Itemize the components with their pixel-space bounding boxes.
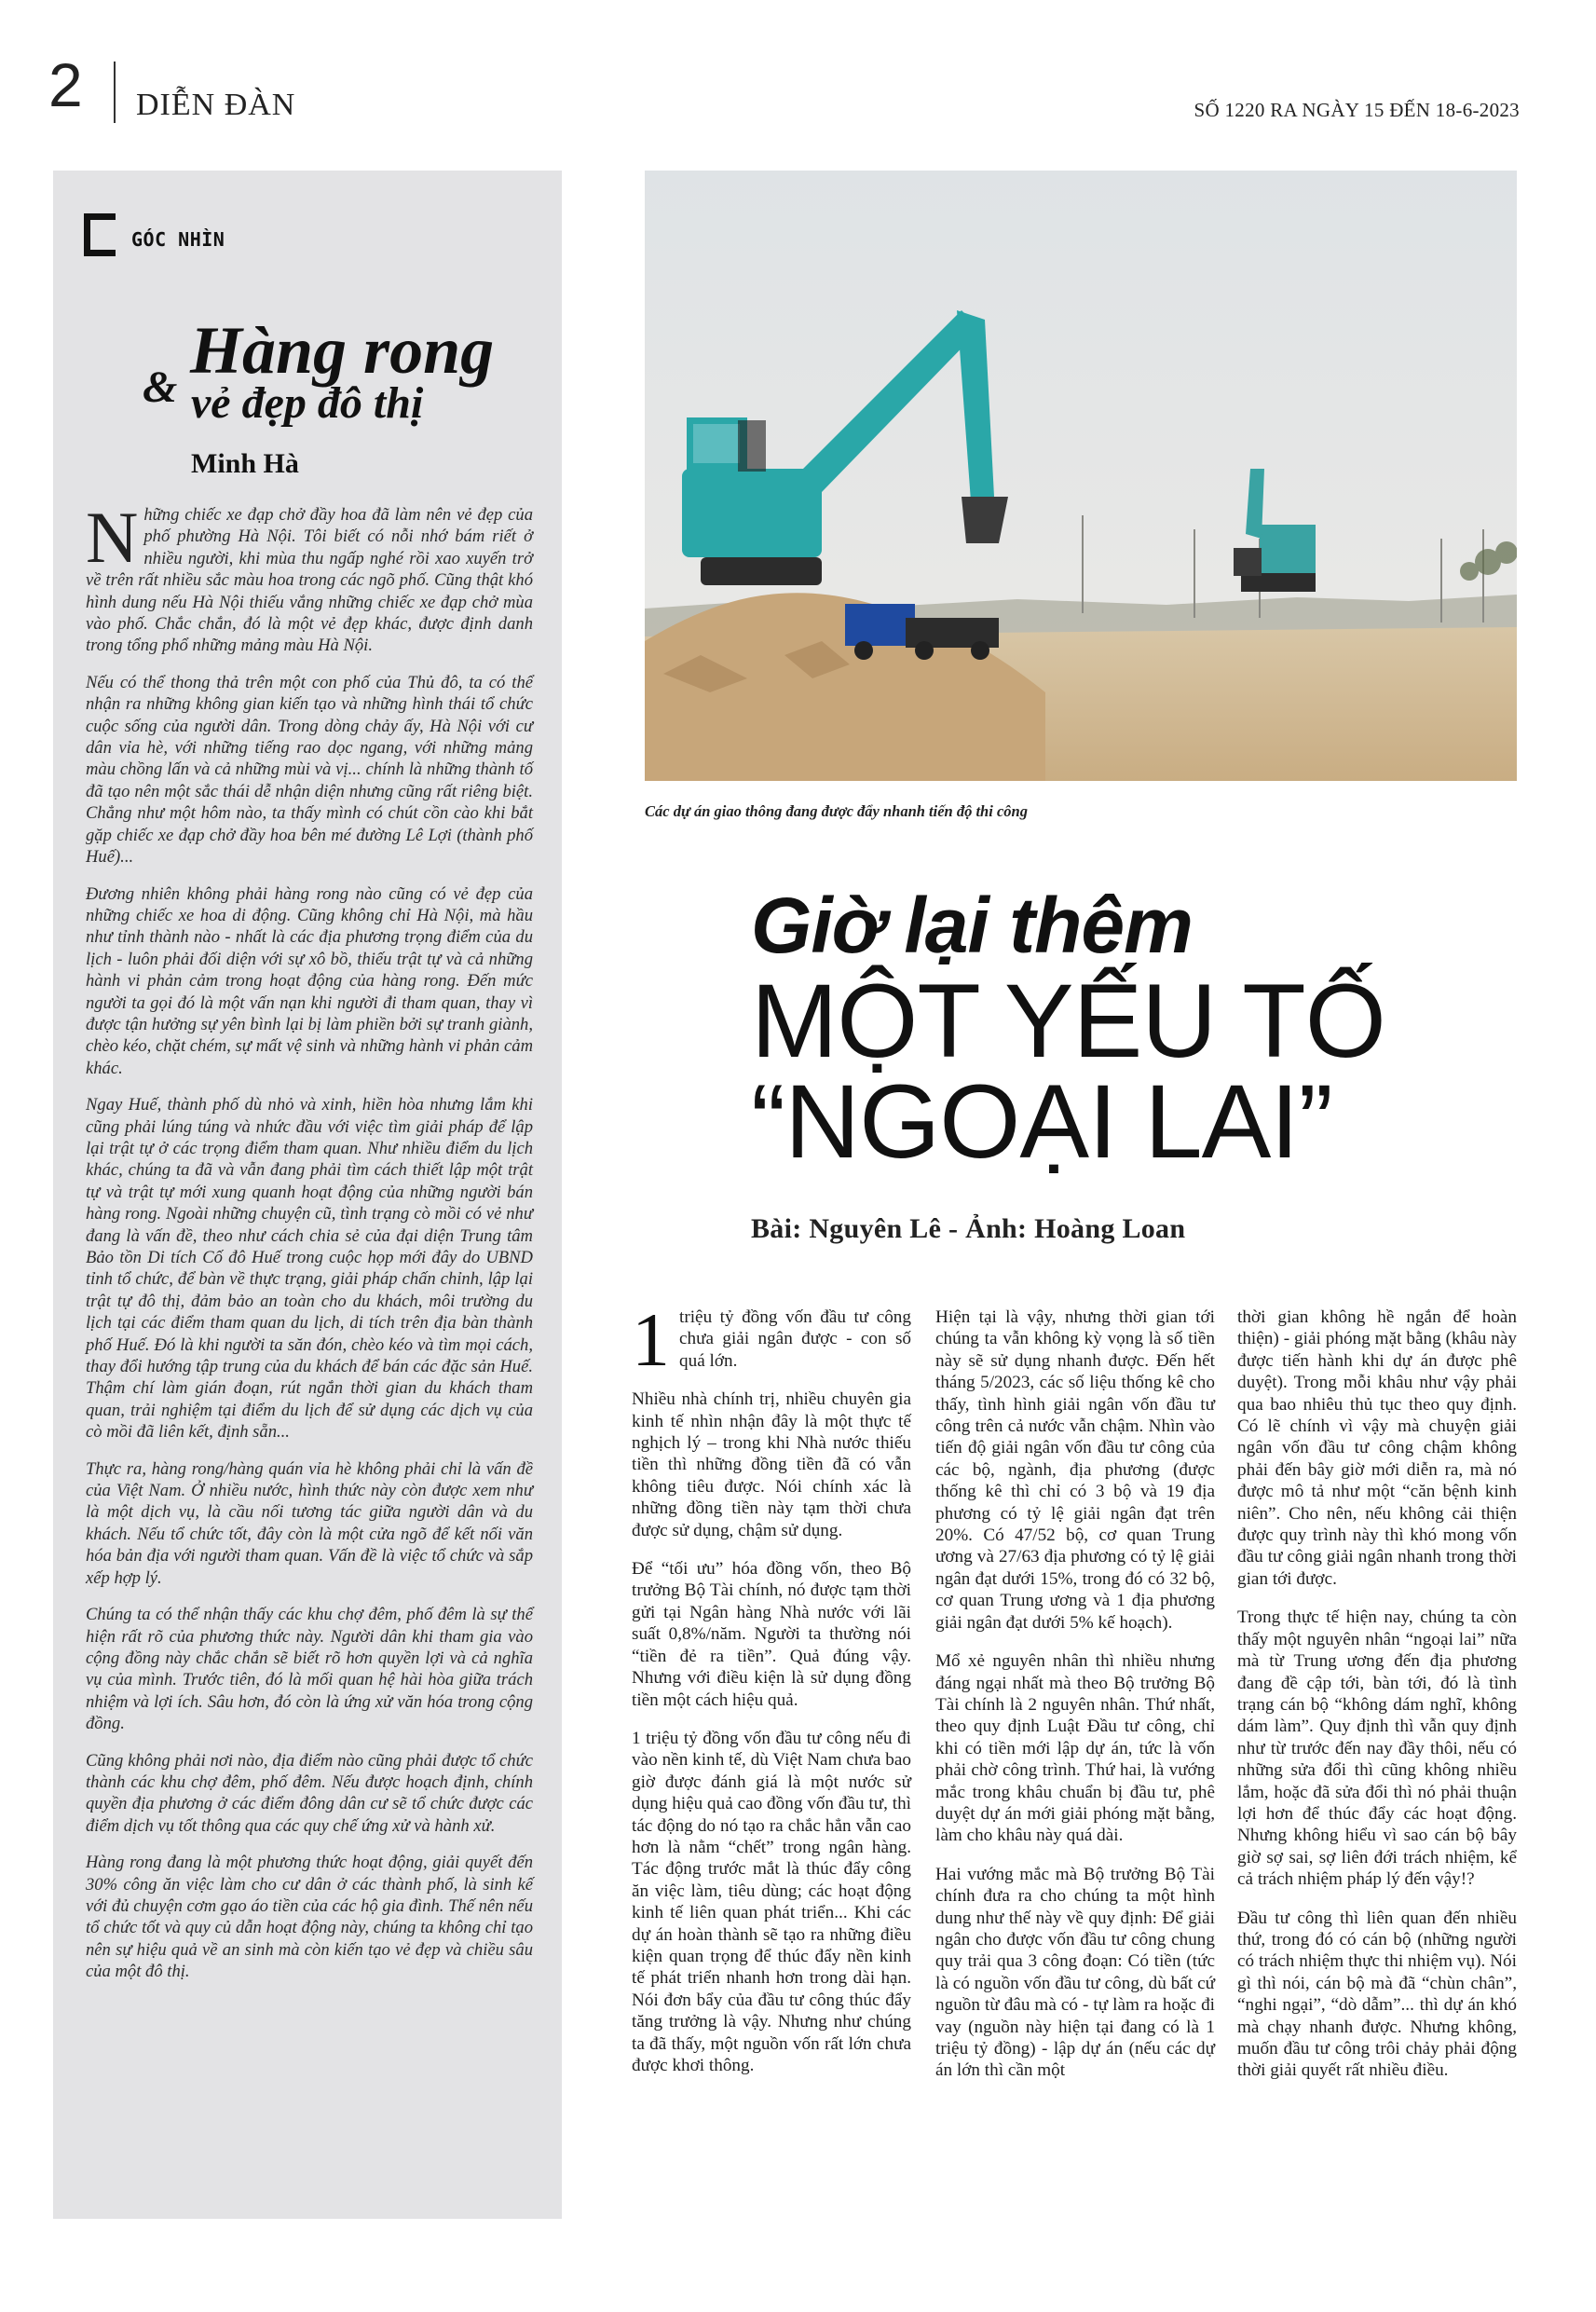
article-paragraph: Hai vướng mắc mà Bộ trưởng Bộ Tài chính đưa ra cho chúng ta một hình dung như thế này về quy định: Để giải ngân cho được vốn đầu tư công chung quy trải qua 3 công đoạn: Có tiền (tức là có nguồn vốn đầu tư công, dù bất cứ nguồn từ đâu mà có - tự làm ra hoặc đi vay (nguồn này hiện tại đang có là 1 triệu tỷ đồng) - lập dự án (nếu các dự án lớn thì cần một (935, 1864, 1215, 2081)
sidebar-title-line2: vẻ đẹp đô thị (191, 378, 424, 428)
sidebar-column (53, 171, 562, 2219)
photo-caption: Các dự án giao thông đang được đẩy nhanh tiến độ thi công (645, 802, 1028, 820)
article-column-3 (1237, 1306, 1517, 2099)
headline-line1: Giờ lại thêm (751, 882, 1193, 969)
sidebar-paragraph: Nếu có thể thong thả trên một con phố của Thủ đô, ta có thể nhận ra những không gian kiến tạo và những hình thái tổ chức cuộc sống của người dân. Trong dòng chảy ấy, Hà Nội với cư dân vỉa hè, với những tiếng rao dọc ngang, với những mảng màu chồng lấn và cả những mùi và vị... chính là những thành tố đã tạo nên một sắc thái dễ nhận diện nhưng cũng rất riêng biệt. Chẳng như một hôm nào, ta thấy mình có chút cồn cào khi bắt gặp chiếc xe đạp chở đầy hoa bên mé đường Lê Lợi (thành phố Huế)... (86, 672, 533, 868)
sidebar-tag: GÓC NHÌN (131, 228, 225, 251)
sidebar-paragraph: Đương nhiên không phải hàng rong nào cũng có vẻ đẹp của những chiếc xe hoa di động. Cũng không chỉ Hà Nội, mà hầu như tỉnh thành nào - nhất là các địa phương trọng điểm của du lịch - luôn phải đối diện với sự xô bồ, thiếu trật tự và cả những hành vi phản cảm trong hoạt động của hàng rong. Đến mức người ta gọi đó là một vấn nạn khi người đi tham quan, thay vì được tận hưởng sự yên bình lại bị làm phiền bởi sự tranh giành, chèo kéo, chặt chém, sự mất vệ sinh và những hành vi phản cảm khác. (86, 883, 533, 1078)
article-paragraph: 1 triệu tỷ đồng vốn đầu tư công nếu đi vào nền kinh tế, dù Việt Nam chưa bao giờ được đánh giá là một nước sử dụng hiệu quả cao đồng vốn đầu tư, thì tác động do nó tạo ra chắc hẳn vẫn cao hơn là nằm “chết” trong ngân hàng. Tác động trước mắt là thúc đẩy công ăn việc làm, tiêu dùng; các hoạt động kinh tế liên quan phát triển... Khi các dự án hoàn thành sẽ tạo ra những điều kiện quan trọng để thúc đẩy nền kinh tế phát triển nhanh hơn trong dài hạn. Nói đơn bẩy của đầu tư công thúc đẩy tăng trưởng là vậy. Nhưng như chúng ta đã thấy, một nguồn vốn rất lớn chưa được khơi thông. (632, 1728, 911, 2075)
sidebar-title-line1: Hàng rong (190, 313, 495, 388)
article-paragraph: Trong thực tế hiện nay, chúng ta còn thấy một nguyên nhân “ngoại lai” nữa mà từ Trung ương đến địa phương đang đề cập tới, bàn tới, đó là tình trạng cán bộ “không dám nghĩ, không dám làm”. Quy định thì vẫn quy định như từ trước đến nay đầy thôi, nếu có những sửa đổi thì cũng không nhiều lắm, hoặc đã sửa đổi thì nó phải thuận lợi hơn để thúc đẩy các hoạt động. Nhưng không hiểu vì sao cán bộ bây giờ sợ sai, sợ liên đới trách nhiệm, kể cả trách nhiệm pháp lý đến vậy!? (1237, 1607, 1517, 1890)
article-paragraph: Hiện tại là vậy, nhưng thời gian tới chúng ta vẫn không kỳ vọng là số tiền này sẽ sử dụng nhanh được. Đến hết tháng 5/2023, các số liệu thống kê cho thấy, tình hình giải ngân vốn đầu tư công trên cả nước vẫn chậm. Nhìn vào tiến độ giải ngân vốn đầu tư công của các bộ, ngành, địa phương (được thống kê thì chỉ có 3 bộ và 19 địa phương có tỷ lệ giải ngân đạt trên 20%. Có 47/52 bộ, cơ quan Trung ương và 27/63 địa phương có tỷ lệ giải ngân đạt dưới 15%, trong đó có 32 bộ, cơ quan Trung ương và 1 địa phương giải ngân đạt dưới 5% kế hoạch). (935, 1307, 1215, 1633)
section-title: DIỄN ĐÀN (136, 88, 296, 122)
article-byline: Bài: Nguyên Lê - Ảnh: Hoàng Loan (751, 1213, 1186, 1244)
article-paragraph: triệu tỷ đồng vốn đầu tư công chưa giải ngân được - con số quá lớn. (679, 1307, 911, 1371)
article-paragraph: Đầu tư công thì liên quan đến nhiều thứ, trong đó có cán bộ (những người có trách nhiệm thực thi nhiệm vụ). Nói gì thì nói, cán bộ mà đã “chùn chân”, “nghi ngại”, “dò dẫm”... thì dự án khó mà chạy nhanh được. Nhưng không, muốn đầu tư công trôi chảy phải động thời giải quyết rất nhiều điều. (1237, 1908, 1517, 2081)
sidebar-paragraph: Cũng không phải nơi nào, địa điểm nào cũng phải được tổ chức thành các khu chợ đêm, phố đêm. Nếu được hoạch định, chính quyền địa phương ở các điểm đông dân cư sẽ tổ chức được các điểm dịch vụ tốt thông qua các quy chế ứng xử và hành xử. (86, 1750, 533, 1836)
sidebar-body (86, 497, 533, 1998)
bracket-icon (84, 213, 130, 260)
article-paragraph: thời gian không hề ngắn để hoàn thiện) - giải phóng mặt bằng (khâu này được tiến hành khi dự án được phê duyệt). Trong mỗi khâu như vậy phải qua bao nhiêu thủ tục theo quy định. Có lẽ chính vì vậy mà chuyện giải ngân vốn đầu tư công chậm không phải đến bây giờ mới diễn ra, mà nó được mô tả như một “căn bệnh kinh niên”. Cho nên, nếu không cải thiện được quy trình này thì khó mong vốn đầu tư công giải ngân nhanh trong thời gian tới được. (1237, 1307, 1517, 1589)
issue-info: SỐ 1220 RA NGÀY 15 ĐẾN 18-6-2023 (1194, 99, 1520, 121)
sidebar-paragraph: Hàng rong đang là một phương thức hoạt động, giải quyết đến 30% công ăn việc làm cho cư dân ở các thành phố, là sinh kế với đủ chuyện cơm gạo áo tiền của các hộ gia đình. Thế nên nếu tổ chức tốt và quy củ dẫn hoạt động này, chúng ta không chỉ tạo nên sự hiệu quả về an sinh mà còn kiến tạo vẻ đẹp và chiều sâu của một đô thị. (86, 1853, 533, 1982)
headline-line2: MỘT YẾU TỐ (751, 963, 1385, 1079)
article-paragraph: Nhiều nhà chính trị, nhiều chuyên gia kinh tế nhìn nhận đây là một thực tế nghịch lý – trong khi Nhà nước thiếu tiền thì những đồng tiền đã có vẫn không tiêu được. Nói chính xác là những đồng tiền này tạm thời chưa được sử dụng, chậm sử dụng. (632, 1389, 911, 1540)
sidebar-author: Minh Hà (191, 448, 299, 479)
article-column-2 (935, 1306, 1215, 2099)
header-divider (114, 62, 116, 123)
article-paragraph: Mổ xẻ nguyên nhân thì nhiều nhưng đáng ngại nhất mà theo Bộ trưởng Bộ Tài chính là 2 nguyên nhân. Thứ nhất, theo quy định Luật Đầu tư công, chỉ khi có tiền mới lập dự án, tức là vốn phải chờ công trình. Thứ hai, là vướng mắc trong khâu chuẩn bị đầu tư, phê duyệt dự án mới giải phóng mặt bằng, làm cho khâu này quá dài. (935, 1651, 1215, 1846)
headline-line3: “NGOẠI LAI” (751, 1063, 1332, 1180)
sidebar-paragraph: Ngay Huế, thành phố dù nhỏ và xinh, hiền hòa nhưng lắm khi cũng phải lúng túng và nhức đầu với việc tìm giải pháp để lập lại trật tự ở các trọng điểm tham quan. Như nhiều điểm du lịch khác, chúng ta đã và vẫn đang phải tìm cách thiết lập một trật tự và trật tự mới xung quanh hoạt động của những người bán hàng rong. Ngoài những chuyện cũ, tình trạng cò mồi có vẻ như đang là vấn đề, theo như cách chia sẻ của đại diện Trung tâm Bảo tồn Di tích Cố đô Huế trong cuộc họp mới đây do UBND tỉnh tổ chức, để bàn về thực trạng, giải pháp chấn chỉnh, lập lại trật tự đô thị, đảm bảo an toàn cho du khách, môi trường du lịch tại các điểm tham quan du lịch, di tích trên địa bàn thành phố Huế. Đó là khi người ta săn đón, chèo kéo và tìm mọi cách, thay đổi hướng tập trung của du khách để bán các đặc sản Huế. Thậm chí làm gián đoạn, rút ngắn thời gian du khách tham quan, trải nghiệm tại điểm du lịch để sử dụng các dịch vụ của cò mồi đã liên kết, định sẵn... (86, 1095, 533, 1443)
sidebar-paragraph: Chúng ta có thể nhận thấy các khu chợ đêm, phố đêm là sự thể hiện rất rõ của phương thức này. Người dân khi tham gia vào cộng đồng này chắc chắn sẽ biết rõ hơn quyền lợi và cả nghĩa vụ của mình. Trước tiên, đó là mối quan hệ hài hòa giữa trách nhiệm và lợi ích. Sâu hơn, đó còn là ứng xử văn hóa trong cộng đồng. (86, 1605, 533, 1734)
article-column-1 (632, 1297, 911, 2093)
sidebar-ampersand: & (143, 363, 178, 412)
dropcap: 1 (632, 1297, 670, 1382)
page-number: 2 (48, 50, 83, 119)
article-paragraph: Để “tối ưu” hóa đồng vốn, theo Bộ trưởng Bộ Tài chính, nó được tạm thời gửi tại Ngân hàng Nhà nước với lãi suất 0,8%/năm. Người ta thường nói “tiền đẻ ra tiền”. Quả đúng vậy. Nhưng với điều kiện là sử dụng đồng tiền một cách hiệu quả. (632, 1559, 911, 1710)
sidebar-paragraph: Thực ra, hàng rong/hàng quán vỉa hè không phải chỉ là vấn đề của Việt Nam. Ở nhiều nước, hình thức này còn được xem như là một dịch vụ, là cầu nối tương tác giữa người dân và du khách. Nếu tổ chức tốt, đây còn là một cửa ngõ để kết nối văn hóa bản địa với người tham quan. Vấn đề là việc tổ chức và sắp xếp hợp lý. (86, 1458, 533, 1588)
construction-photo (645, 171, 1517, 781)
sidebar-paragraph: Những chiếc xe đạp chở đầy hoa đã làm nên vẻ đẹp của phố phường Hà Nội. Tôi biết có nỗi nhớ bám riết ở nhiều người, khi mùa thu ngấp nghé rồi xao xuyến trở về trên rất nhiều sắc màu hoa trong các ngõ phố. Cũng thật khó hình dung nếu Hà Nội thiếu vắng những chiếc xe đạp chở mùa vào phố. Chắc chắn, đó là một vẻ đẹp khác, được định danh trong tổng phổ những mảng màu Hà Nội. (86, 497, 533, 656)
excavator-scene-illustration (645, 171, 1517, 781)
